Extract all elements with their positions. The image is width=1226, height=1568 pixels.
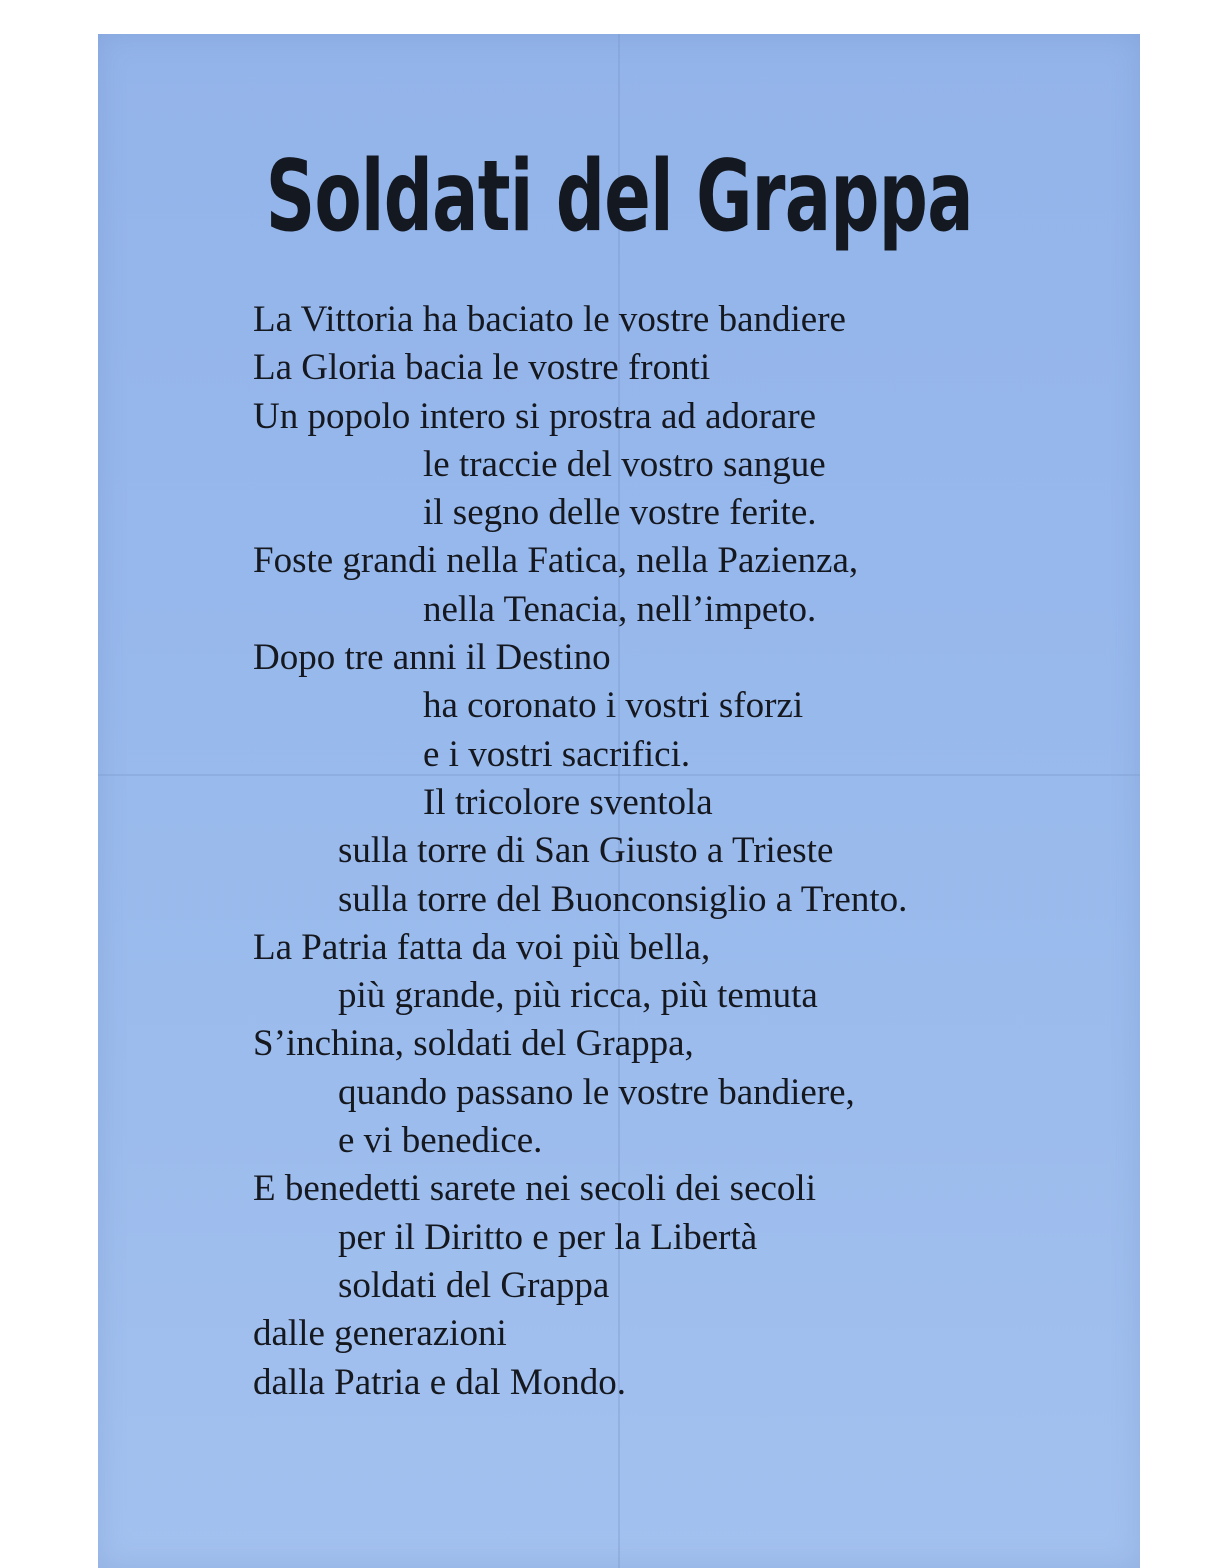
poem-line: La Patria fatta da voi più bella,: [253, 926, 711, 968]
poem-line: Il tricolore sventola: [423, 781, 713, 823]
poem-line: Un popolo intero si prostra ad adorare: [253, 395, 817, 437]
poem-line: La Vittoria ha baciato le vostre bandiere: [253, 299, 846, 340]
poem-line: S’inchina, soldati del Grappa,: [253, 1023, 694, 1065]
poem-line: e vi benedice.: [338, 1120, 543, 1162]
poem-line: E benedetti sarete nei secoli dei secoli: [253, 1168, 816, 1210]
poem-line: sulla torre di San Giusto a Trieste: [338, 830, 834, 872]
poem-line: più grande, più ricca, più temuta: [338, 975, 818, 1017]
poster-sheet: [98, 34, 1140, 1568]
poem-line: ha coronato i vostri sforzi: [423, 685, 804, 727]
poem-line: Dopo tre anni il Destino: [253, 637, 611, 679]
poem-line: sulla torre del Buonconsiglio a Trento.: [338, 878, 908, 920]
poem-text: [253, 296, 907, 1407]
poem-line: quando passano le vostre bandiere,: [338, 1071, 855, 1113]
poster-title: Soldati del Grappa: [265, 140, 973, 254]
poem-line: soldati del Grappa: [338, 1264, 610, 1306]
poem-line: per il Diritto e per la Libertà: [338, 1216, 758, 1258]
poem-line: e i vostri sacrifici.: [423, 733, 691, 775]
poem-line: le traccie del vostro sangue: [423, 443, 826, 485]
poem-line: dalle generazioni: [253, 1313, 507, 1355]
poem-line: il segno delle vostre ferite.: [423, 492, 817, 534]
poem-line: dalla Patria e dal Mondo.: [253, 1361, 626, 1403]
poem-line: Foste grandi nella Fatica, nella Pazienza,: [253, 540, 859, 582]
poem-line: nella Tenacia, nell’impeto.: [423, 588, 817, 630]
poem-line: La Gloria bacia le vostre fronti: [253, 347, 711, 389]
